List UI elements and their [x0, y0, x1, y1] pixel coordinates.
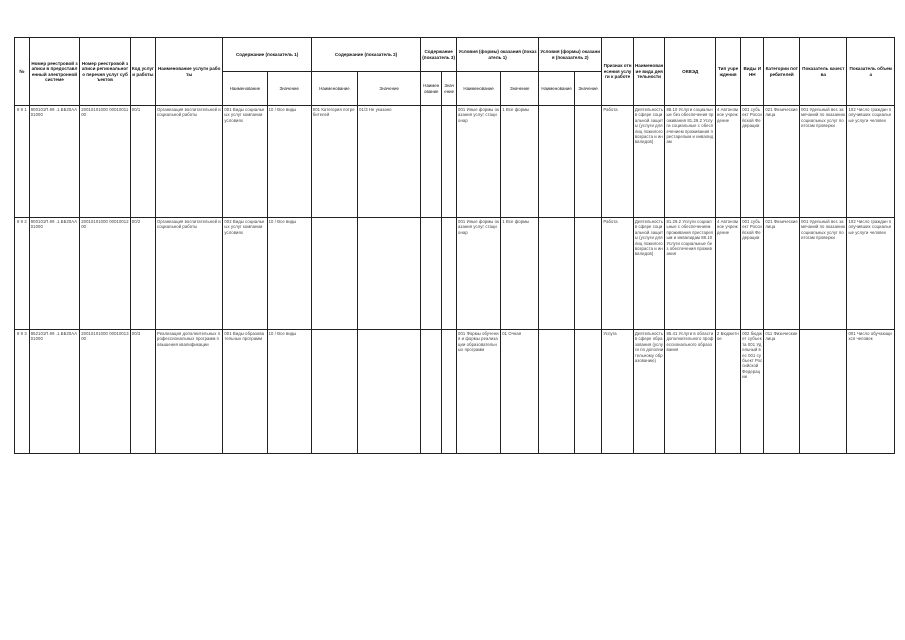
sign-cell: Услуга: [602, 330, 634, 454]
reg-num-cell: 900101П.99 .1.ББ20АА01000: [29, 106, 80, 218]
cond1-value-cell: 1 Все формы: [501, 218, 539, 330]
col-activity-header: Наименование вида деятельности: [633, 38, 665, 106]
reg-num-cell: 900101П.99 .1.ББ20АА01000: [29, 218, 80, 330]
cond1-name-cell: 001 Иные формы оказания услуг стационар: [457, 106, 501, 218]
content1-value-cell: 10 / Все виды: [267, 106, 311, 218]
activity-cell: Деятельность в сфере образования (услуги по дополнительному образованию): [633, 330, 665, 454]
content1-value-cell: 10 / Все виды: [267, 330, 311, 454]
type-cell: 2 Бюджетное: [715, 330, 740, 454]
quality-cell: 001 Удельный вес замечаний по оказанию социальных услуг по итогам проверки: [800, 218, 847, 330]
col-num-header: №: [15, 38, 30, 106]
unique-num-cell: 20010101000 0001001300: [80, 330, 131, 454]
row-num: 8 9 3: [15, 330, 30, 454]
col-name-header: Наименование услуги работы: [156, 38, 223, 106]
category-cell: 021 Физические лица: [764, 106, 800, 218]
activity-cell: Деятельность в сфере социальной защиты (услуги для лиц пожилого возраста и инвалидов): [633, 218, 665, 330]
table-row: [15, 330, 895, 454]
cond1-value-cell: 01 Очная: [501, 330, 539, 454]
type-cell: 4 Автономное учреждение: [715, 218, 740, 330]
c3-value-subheader: Значение: [442, 72, 457, 106]
c3-name-subheader: Наименование: [421, 72, 442, 106]
col-unique-header: Номер реестровой записи регионального перечня услуг субъектов: [80, 38, 131, 106]
col-type-header: Тип учреждения: [715, 38, 740, 106]
c1-name-subheader: Наименование: [223, 72, 267, 106]
reg-num-cell: 852101П.99 .1.ББ20АА01000: [29, 330, 80, 454]
content3-value-cell: [442, 106, 457, 218]
col-content1-header: Содержание (показатель 1): [223, 38, 311, 72]
service-name-cell: Организация воспитательной и социальной работы: [156, 106, 223, 218]
okved-cell: 88.10 Услуги социальные без обеспечения проживания 81.29.2 Услуги социальные с обеспечением проживания престарелым и инвалидам: [665, 106, 716, 218]
cond2-name-cell: [539, 106, 575, 218]
inn-cell: 001 субъект Российской Федерации: [741, 106, 764, 218]
content3-name-cell: [421, 106, 442, 218]
registry-table-container: [14, 37, 895, 454]
u1-name-subheader: Наименование: [457, 72, 501, 106]
volume-cell: 102 Число граждан получивших социальные услуги человек: [847, 218, 895, 330]
content1-name-cell: 002 Виды социальных услуг компании условиях: [223, 218, 267, 330]
content2-value-cell: [358, 218, 421, 330]
cond2-value-cell: [574, 106, 601, 218]
inn-cell: 001 субъект Российской Федерации: [741, 218, 764, 330]
u1-value-subheader: Значение: [501, 72, 539, 106]
table-row: [15, 106, 895, 218]
code-cell: 00/3: [130, 330, 155, 454]
content1-name-cell: 001 Виды образовательных программ: [223, 330, 267, 454]
c2-value-subheader: Значение: [358, 72, 421, 106]
cond2-name-cell: [539, 330, 575, 454]
volume-cell: 001 Число обучающихся человек: [847, 330, 895, 454]
col-cond1-header: Условия (формы) оказания (показатель 1): [457, 38, 539, 72]
cond2-name-cell: [539, 218, 575, 330]
col-inn-header: Виды ИНН: [741, 38, 764, 106]
okved-cell: 85.41 Услуги в области дополнительного профессионального образования: [665, 330, 716, 454]
content2-name-cell: 001 Категория потребителей: [311, 106, 357, 218]
col-content3-header: Содержание (показатель 3): [421, 38, 457, 72]
service-name-cell: Организация воспитательной и социальной работы: [156, 218, 223, 330]
unique-num-cell: 20010101000 0001001200: [80, 218, 131, 330]
volume-cell: 102 Число граждан получивших социальные услуги человек: [847, 106, 895, 218]
content2-value-cell: 01/3 Не указано: [358, 106, 421, 218]
content1-name-cell: 001 Виды социальных услуг компании условиях: [223, 106, 267, 218]
col-category-header: Категории потребителей: [764, 38, 800, 106]
col-quality-header: Показатель качества: [800, 38, 847, 106]
col-cond2-header: Условия (формы) оказания (показатель 2): [539, 38, 602, 72]
cond1-name-cell: 001 Формы обучения и формы реализации образовательных программ: [457, 330, 501, 454]
okved-cell: 81.29.2 Услуги социальные с обеспечением проживания престарелым и инвалидам 88.10 Услуги социальные без обеспечения проживания: [665, 218, 716, 330]
header-row: [15, 38, 895, 72]
col-reg-header: Номер реестровой записи в предоставленный электронной системе: [29, 38, 80, 106]
sign-cell: Работа: [602, 106, 634, 218]
content2-name-cell: [311, 330, 357, 454]
content3-value-cell: [442, 218, 457, 330]
u2-name-subheader: Наименование: [539, 72, 575, 106]
content1-value-cell: 10 / Все виды: [267, 218, 311, 330]
c1-value-subheader: Значение: [267, 72, 311, 106]
content2-name-cell: [311, 218, 357, 330]
code-cell: 00/1: [130, 106, 155, 218]
content2-value-cell: [358, 330, 421, 454]
registry-table: [14, 37, 895, 454]
unique-num-cell: 20010101000 0001001100: [80, 106, 131, 218]
col-code-header: Код услуги работы: [130, 38, 155, 106]
row-num: 8 9 1: [15, 106, 30, 218]
cond1-name-cell: 001 Иные формы оказания услуг стационар: [457, 218, 501, 330]
table-row: [15, 218, 895, 330]
col-volume-header: Показатель объема: [847, 38, 895, 106]
category-cell: 011 Физические лица: [764, 330, 800, 454]
content3-value-cell: [442, 330, 457, 454]
category-cell: 021 Физические лица: [764, 218, 800, 330]
quality-cell: 001 Удельный вес замечаний по оказанию социальных услуг по итогам проверки: [800, 106, 847, 218]
quality-cell: [800, 330, 847, 454]
code-cell: 00/2: [130, 218, 155, 330]
sign-cell: Работа: [602, 218, 634, 330]
col-okved-header: ОКВЭД: [665, 38, 716, 106]
cond2-value-cell: [574, 218, 601, 330]
activity-cell: Деятельность в сфере социальной защиты (услуги для лиц пожилого возраста и инвалидов): [633, 106, 665, 218]
row-num: 8 9 2: [15, 218, 30, 330]
content3-name-cell: [421, 330, 442, 454]
cond1-value-cell: 1 Все формы: [501, 106, 539, 218]
inn-cell: 002 бюджет субъекта 001 Удельный вес 001 субъект Российской Федерации: [741, 330, 764, 454]
col-sign-header: Признак отнесения услуги к работе: [602, 38, 634, 106]
content3-name-cell: [421, 218, 442, 330]
type-cell: 4 Автономное учреждение: [715, 106, 740, 218]
col-content2-header: Содержание (показатель 2): [311, 38, 420, 72]
c2-name-subheader: Наименование: [311, 72, 357, 106]
cond2-value-cell: [574, 330, 601, 454]
u2-value-subheader: Значение: [574, 72, 601, 106]
service-name-cell: Реализация дополнительных профессиональных программ повышения квалификации: [156, 330, 223, 454]
